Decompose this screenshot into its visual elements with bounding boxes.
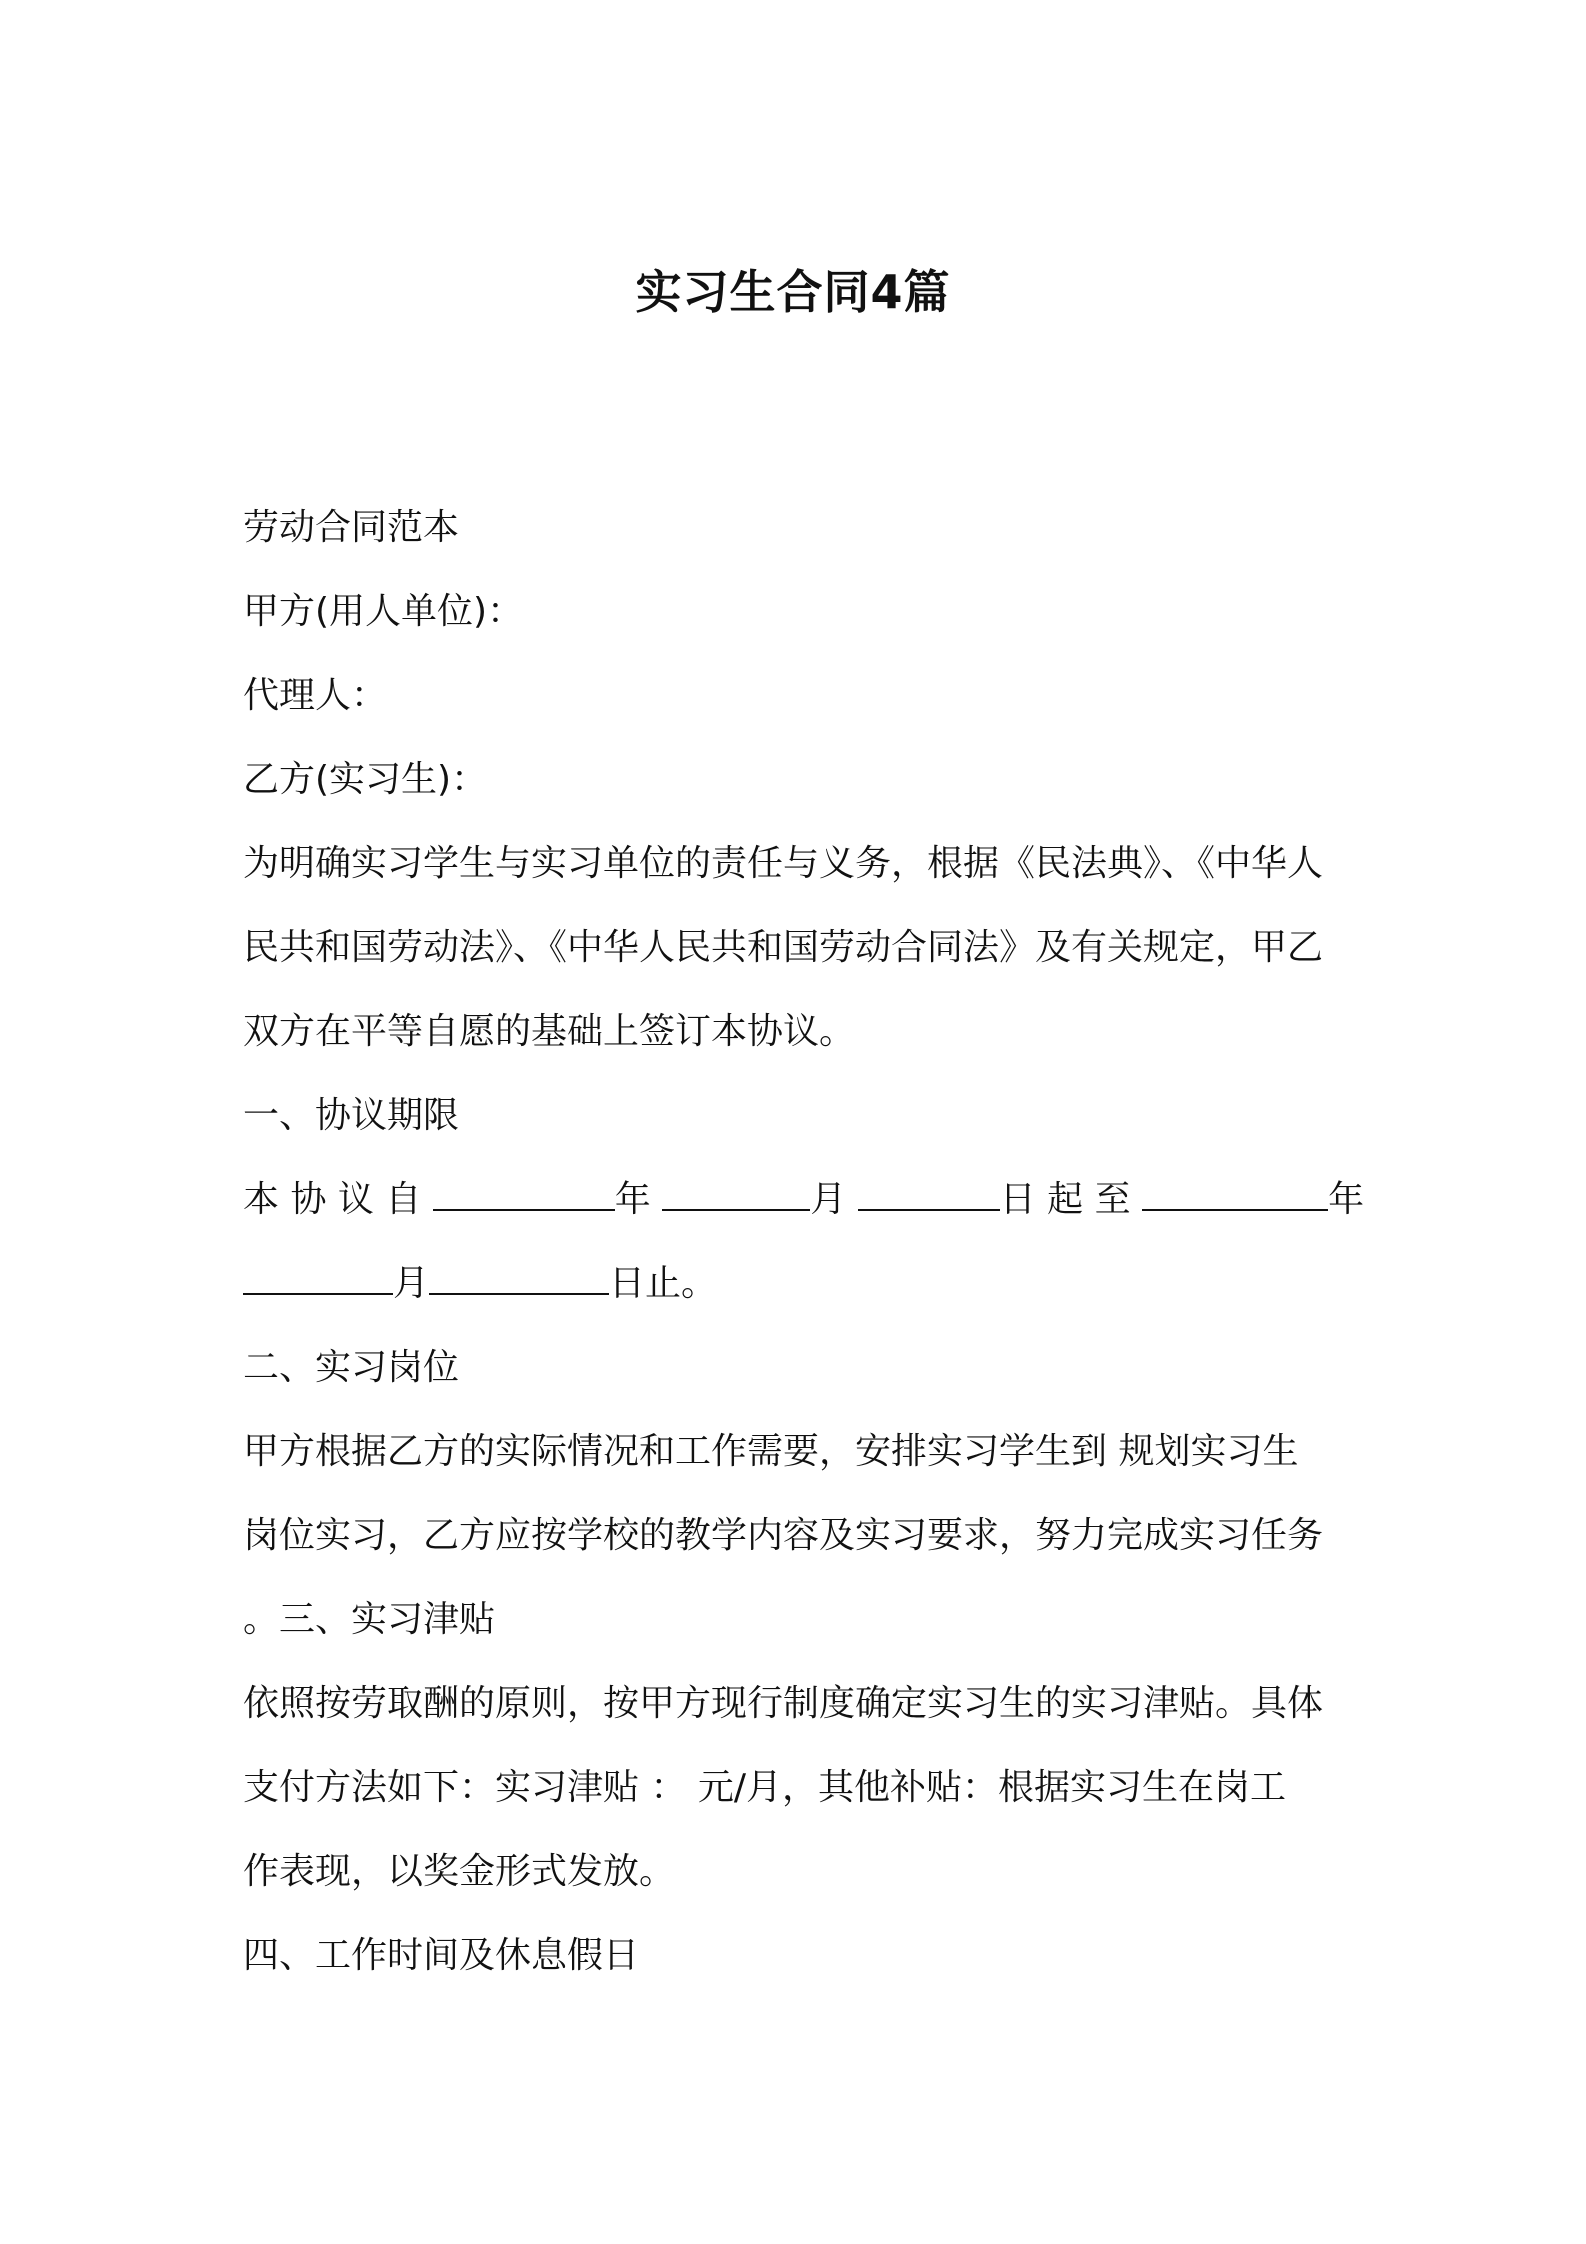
section-1-heading: 一、协议期限 [243, 1095, 460, 1136]
term-line-2 [243, 1242, 1355, 1326]
month-label: 月 [810, 1179, 847, 1220]
section-2-line-1: 甲方根据乙方的实际情况和工作需要，安排实习学生到 规划实习生 [243, 1431, 1299, 1472]
end-year-blank[interactable] [1142, 1209, 1328, 1211]
day-until-label: 日 起 至 [999, 1179, 1131, 1220]
section-3-line-3: 作表现，以奖金形式发放。 [243, 1851, 676, 1892]
intro-paragraph-line-1: 为明确实习学生与实习单位的责任与义务，根据《民法典》、《中华人 [243, 843, 1324, 884]
section-3-line-1: 依照按劳取酬的原则，按甲方现行制度确定实习生的实习津贴。具体 [243, 1683, 1324, 1724]
year-label: 年 [614, 1179, 651, 1220]
month-label-2: 月 [393, 1263, 430, 1304]
document-title: 实习生合同4篇 [635, 265, 951, 319]
intro-paragraph-line-3: 双方在平等自愿的基础上签订本协议。 [243, 1011, 856, 1052]
end-day-blank[interactable] [429, 1293, 609, 1295]
start-month-blank[interactable] [662, 1209, 810, 1211]
section-4-heading: 四、工作时间及休息假日 [243, 1935, 640, 1976]
start-year-blank[interactable] [433, 1209, 615, 1211]
intro-paragraph-line-2: 民共和国劳动法》、《中华人民共和国劳动合同法》及有关规定，甲乙 [243, 927, 1324, 968]
section-3-line-2: 支付方法如下：实习津贴 ： 元/月，其他补贴：根据实习生在岗工 [243, 1767, 1287, 1808]
party-a-label: 甲方(用人单位)： [243, 591, 524, 632]
term-prefix: 本 协 议 自 [243, 1179, 422, 1220]
end-month-blank[interactable] [243, 1293, 393, 1295]
year-label-2: 年 [1328, 1179, 1365, 1220]
party-b-label: 乙方(实习生)： [243, 759, 488, 800]
start-day-blank[interactable] [858, 1209, 1000, 1211]
term-line-1 [243, 1158, 1365, 1242]
contract-template-heading: 劳动合同范本 [243, 507, 460, 548]
section-3-heading: 。三、实习津贴 [243, 1599, 496, 1640]
agent-label: 代理人： [243, 675, 388, 716]
section-2-heading: 二、实习岗位 [243, 1347, 460, 1388]
section-2-line-2: 岗位实习，乙方应按学校的教学内容及实习要求，努力完成实习任务 [243, 1515, 1324, 1556]
end-label: 日止。 [609, 1263, 718, 1304]
